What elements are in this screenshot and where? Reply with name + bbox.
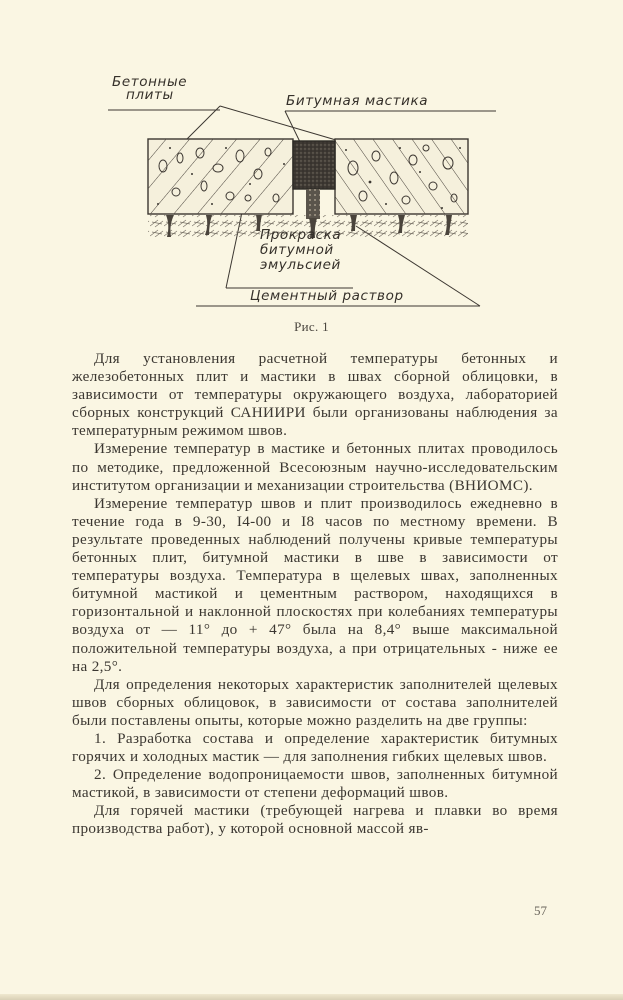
paragraph: Измерение температур швов и плит производилось ежедневно в течение года в 9-30, I4-00 и I8 часов по местному времени. В результате проведенных наблюдений получены кривые температуры бетонных плит, битумной мастики в шве в зависимости от температуры воздуха. Температура в щелевых швах, заполненных битумной мастикой и цементным раствором, находящихся в горизонтальной и наклонной плоскостях при колебаниях температуры воздуха от — 11° до + 47° была на 8,4° выше максимальной положительной температуры воздуха, а при отрицательных - ниже ее на 2,5°. <box>72 494 558 675</box>
label-primer-line1: Прокраска <box>260 227 342 243</box>
figure-joint-cross-section <box>108 68 508 308</box>
paragraph: Измерение температур в мастике и бетонных плитах проводилось по методике, предложенной Всесоюзным научно-исследовательским институтом организации и механизации строительства (ВНИОМС). <box>72 440 558 494</box>
label-bitumen-mastic: Битумная мастика <box>286 93 429 109</box>
figure-caption: Рис. 1 <box>294 319 329 334</box>
paragraph: Для горячей мастики (требующей нагрева и плавки во время производства работ), у которой основной массой яв- <box>72 802 558 838</box>
paragraph: Для определения некоторых характеристик заполнителей щелевых швов сборных облицовок, в зависимости от состава заполнителей были поставлены опыты, которые можно разделить на две группы: <box>72 675 558 729</box>
paragraph-list-item-2: 2. Определение водопроницаемости швов, заполненных битумной мастикой, в зависимости от степени деформаций швов. <box>72 766 558 802</box>
label-bitumen-emulsion-primer <box>260 228 341 273</box>
paragraph-list-item-1: 1. Разработка состава и определение характеристик битумных горячих и холодных мастик — для заполнения гибких щелевых швов. <box>72 729 558 766</box>
label-concrete-slabs-line2: плиты <box>126 87 174 103</box>
body-text <box>72 350 558 839</box>
label-cement-mortar: Цементный раствор <box>250 288 404 304</box>
label-concrete-slabs <box>112 76 187 102</box>
label-concrete-slabs-line1: Бетонные <box>112 74 188 90</box>
label-primer-line3: эмульсией <box>260 257 341 273</box>
label-primer-line2: битумной <box>260 242 334 258</box>
page-edge <box>0 994 623 1000</box>
paragraph: Для установления расчетной температуры бетонных и железобетонных плит и мастики в швах сборной облицовки, в зависимости от температуры окружающего воздуха, лабораторией сборных конструкций САНИИРИ были организованы наблюдения за температурным режимом швов. <box>72 350 558 440</box>
page-number: 57 <box>534 903 547 918</box>
